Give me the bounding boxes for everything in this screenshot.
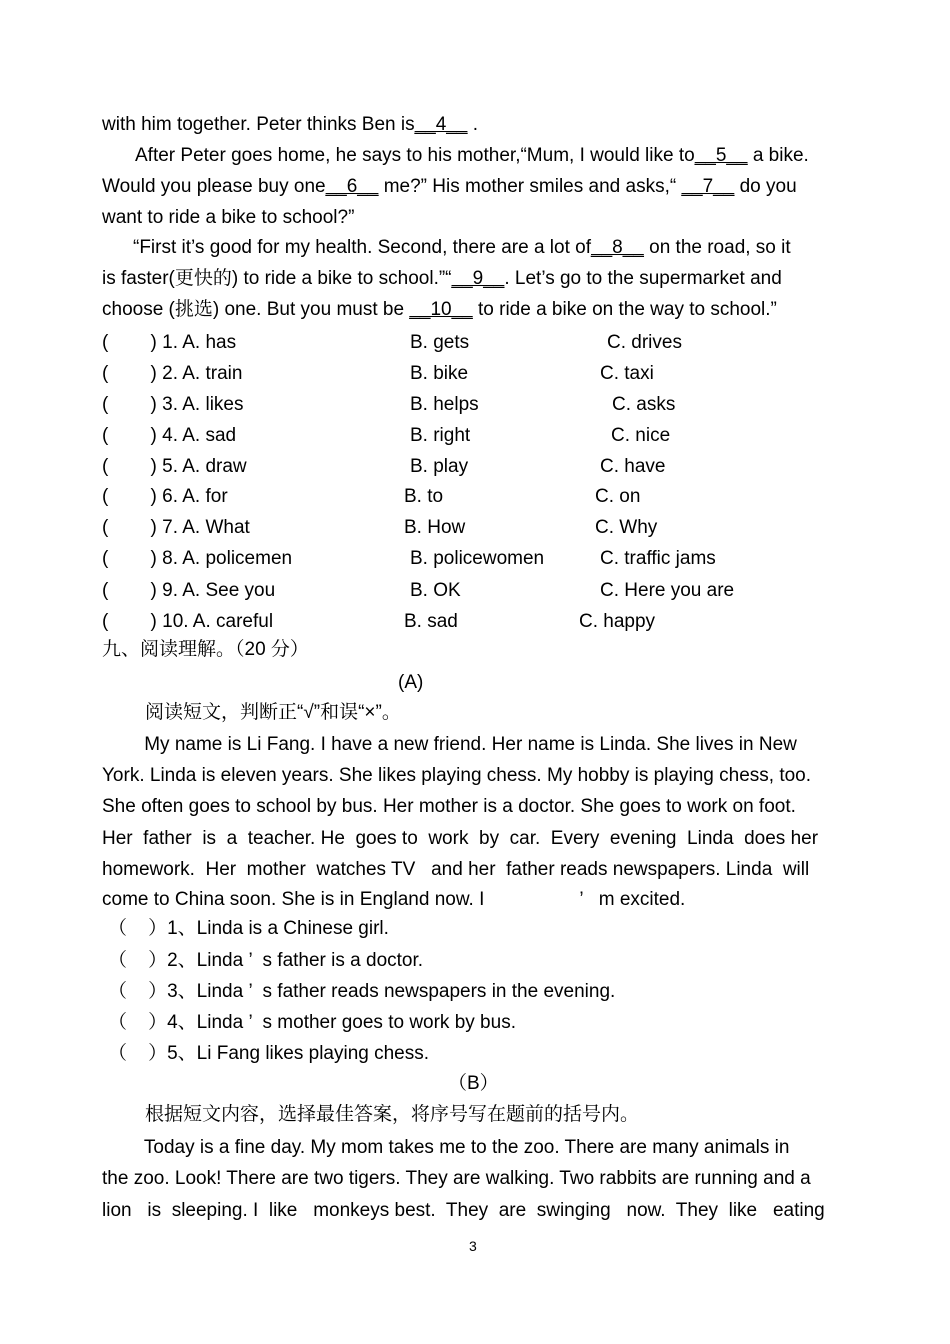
blank-6: __6__ [325, 176, 379, 197]
question-8: ( ) 8. A. policemen [102, 548, 293, 569]
blank-10: __10__ [409, 299, 473, 320]
question-10: ( ) 10. A. careful [102, 611, 274, 632]
option-c: C. Here you are [600, 580, 735, 601]
question-9: ( ) 9. A. See you [102, 580, 276, 601]
option-b: B. right [410, 425, 471, 446]
option-c: C. asks [612, 394, 676, 415]
part-b-instruction: 根据短文内容，选择最佳答案，将序号写在题前的括号内。 [145, 1104, 640, 1125]
judge-item-2: （ ）2、Linda ’ s father is a doctor. [108, 950, 424, 971]
option-b: B. gets [410, 332, 470, 353]
text-line: My name is Li Fang. I have a new friend. Her name is Linda. She lives in New [102, 734, 797, 755]
option-c: C. traffic jams [600, 548, 716, 569]
judge-item-4: （ ）4、Linda ’ s mother goes to work by bus. [108, 1012, 516, 1033]
option-c: C. drives [607, 332, 682, 353]
option-c: C. happy [579, 611, 656, 632]
passage-line-1: with him together. Peter thinks Ben is__4__ . [102, 114, 479, 135]
passage-line-7: choose (挑选) one. But you must be __10__ to ride a bike on the way to school.” [102, 299, 777, 320]
judge-item-1: （ ）1、Linda is a Chinese girl. [108, 918, 389, 939]
passage-line-4: want to ride a bike to school?” [102, 207, 355, 228]
option-c: C. have [600, 456, 666, 477]
judge-item-3: （ ）3、Linda ’ s father reads newspapers in the evening. [108, 981, 616, 1002]
part-a-instruction: 阅读短文，判断正“√”和误“×”。 [145, 702, 401, 723]
question-4: ( ) 4. A. sad [102, 425, 237, 446]
passage-line-2: After Peter goes home, he says to his mother,“Mum, I would like to__5__ a bike. [135, 145, 809, 166]
question-3: ( ) 3. A. likes [102, 394, 244, 415]
passage-line-5: “First it’s good for my health. Second, there are a lot of__8__ on the road, so it [133, 237, 791, 258]
option-b: B. How [404, 517, 466, 538]
option-c: C. nice [611, 425, 671, 446]
question-1: ( ) 1. A. has [102, 332, 237, 353]
question-7: ( ) 7. A. What [102, 517, 250, 538]
question-6: ( ) 6. A. for [102, 486, 228, 507]
option-c: C. taxi [600, 363, 654, 384]
passage-line-6: is faster(更快的) to ride a bike to school.”“__9__. Let’s go to the supermarket and [102, 268, 782, 289]
blank-9: __9__ [451, 268, 505, 289]
section-heading: 九、阅读理解。（20 分） [102, 639, 309, 660]
question-5: ( ) 5. A. draw [102, 456, 247, 477]
text-line: Her father is a teacher. He goes to work by car. Every evening Linda does her [102, 828, 819, 849]
text-line: come to China soon. She is in England now. I ’ m excited. [102, 889, 686, 910]
option-b: B. bike [410, 363, 469, 384]
option-c: C. on [595, 486, 641, 507]
option-b: B. policewomen [410, 548, 545, 569]
part-b-label: （B） [448, 1073, 499, 1094]
passage-line-3: Would you please buy one__6__ me?” His mother smiles and asks,“ __7__ do you [102, 176, 797, 197]
text-line: the zoo. Look! There are two tigers. They are walking. Two rabbits are running and a [102, 1168, 811, 1189]
blank-8: __8__ [591, 237, 644, 258]
text-line: homework. Her mother watches TV and her father reads newspapers. Linda will [102, 859, 810, 880]
option-c: C. Why [595, 517, 658, 538]
option-b: B. sad [404, 611, 458, 632]
part-a-label: (A) [398, 672, 424, 693]
option-b: B. play [410, 456, 469, 477]
option-b: B. to [404, 486, 444, 507]
blank-7: __7__ [681, 176, 735, 197]
judge-item-5: （ ）5、Li Fang likes playing chess. [108, 1043, 430, 1064]
blank-5: __5__ [694, 145, 748, 166]
option-b: B. OK [410, 580, 461, 601]
text-line: lion is sleeping. I like monkeys best. They are swinging now. They like eating [102, 1200, 825, 1221]
blank-4: __4__ [414, 114, 468, 135]
question-2: ( ) 2. A. train [102, 363, 243, 384]
text-line: She often goes to school by bus. Her mother is a doctor. She goes to work on foot. [102, 796, 796, 817]
text-line: Today is a fine day. My mom takes me to the zoo. There are many animals in [102, 1137, 790, 1158]
page-number: 3 [469, 1238, 477, 1254]
text-line: York. Linda is eleven years. She likes playing chess. My hobby is playing chess, too. [102, 765, 812, 786]
option-b: B. helps [410, 394, 479, 415]
